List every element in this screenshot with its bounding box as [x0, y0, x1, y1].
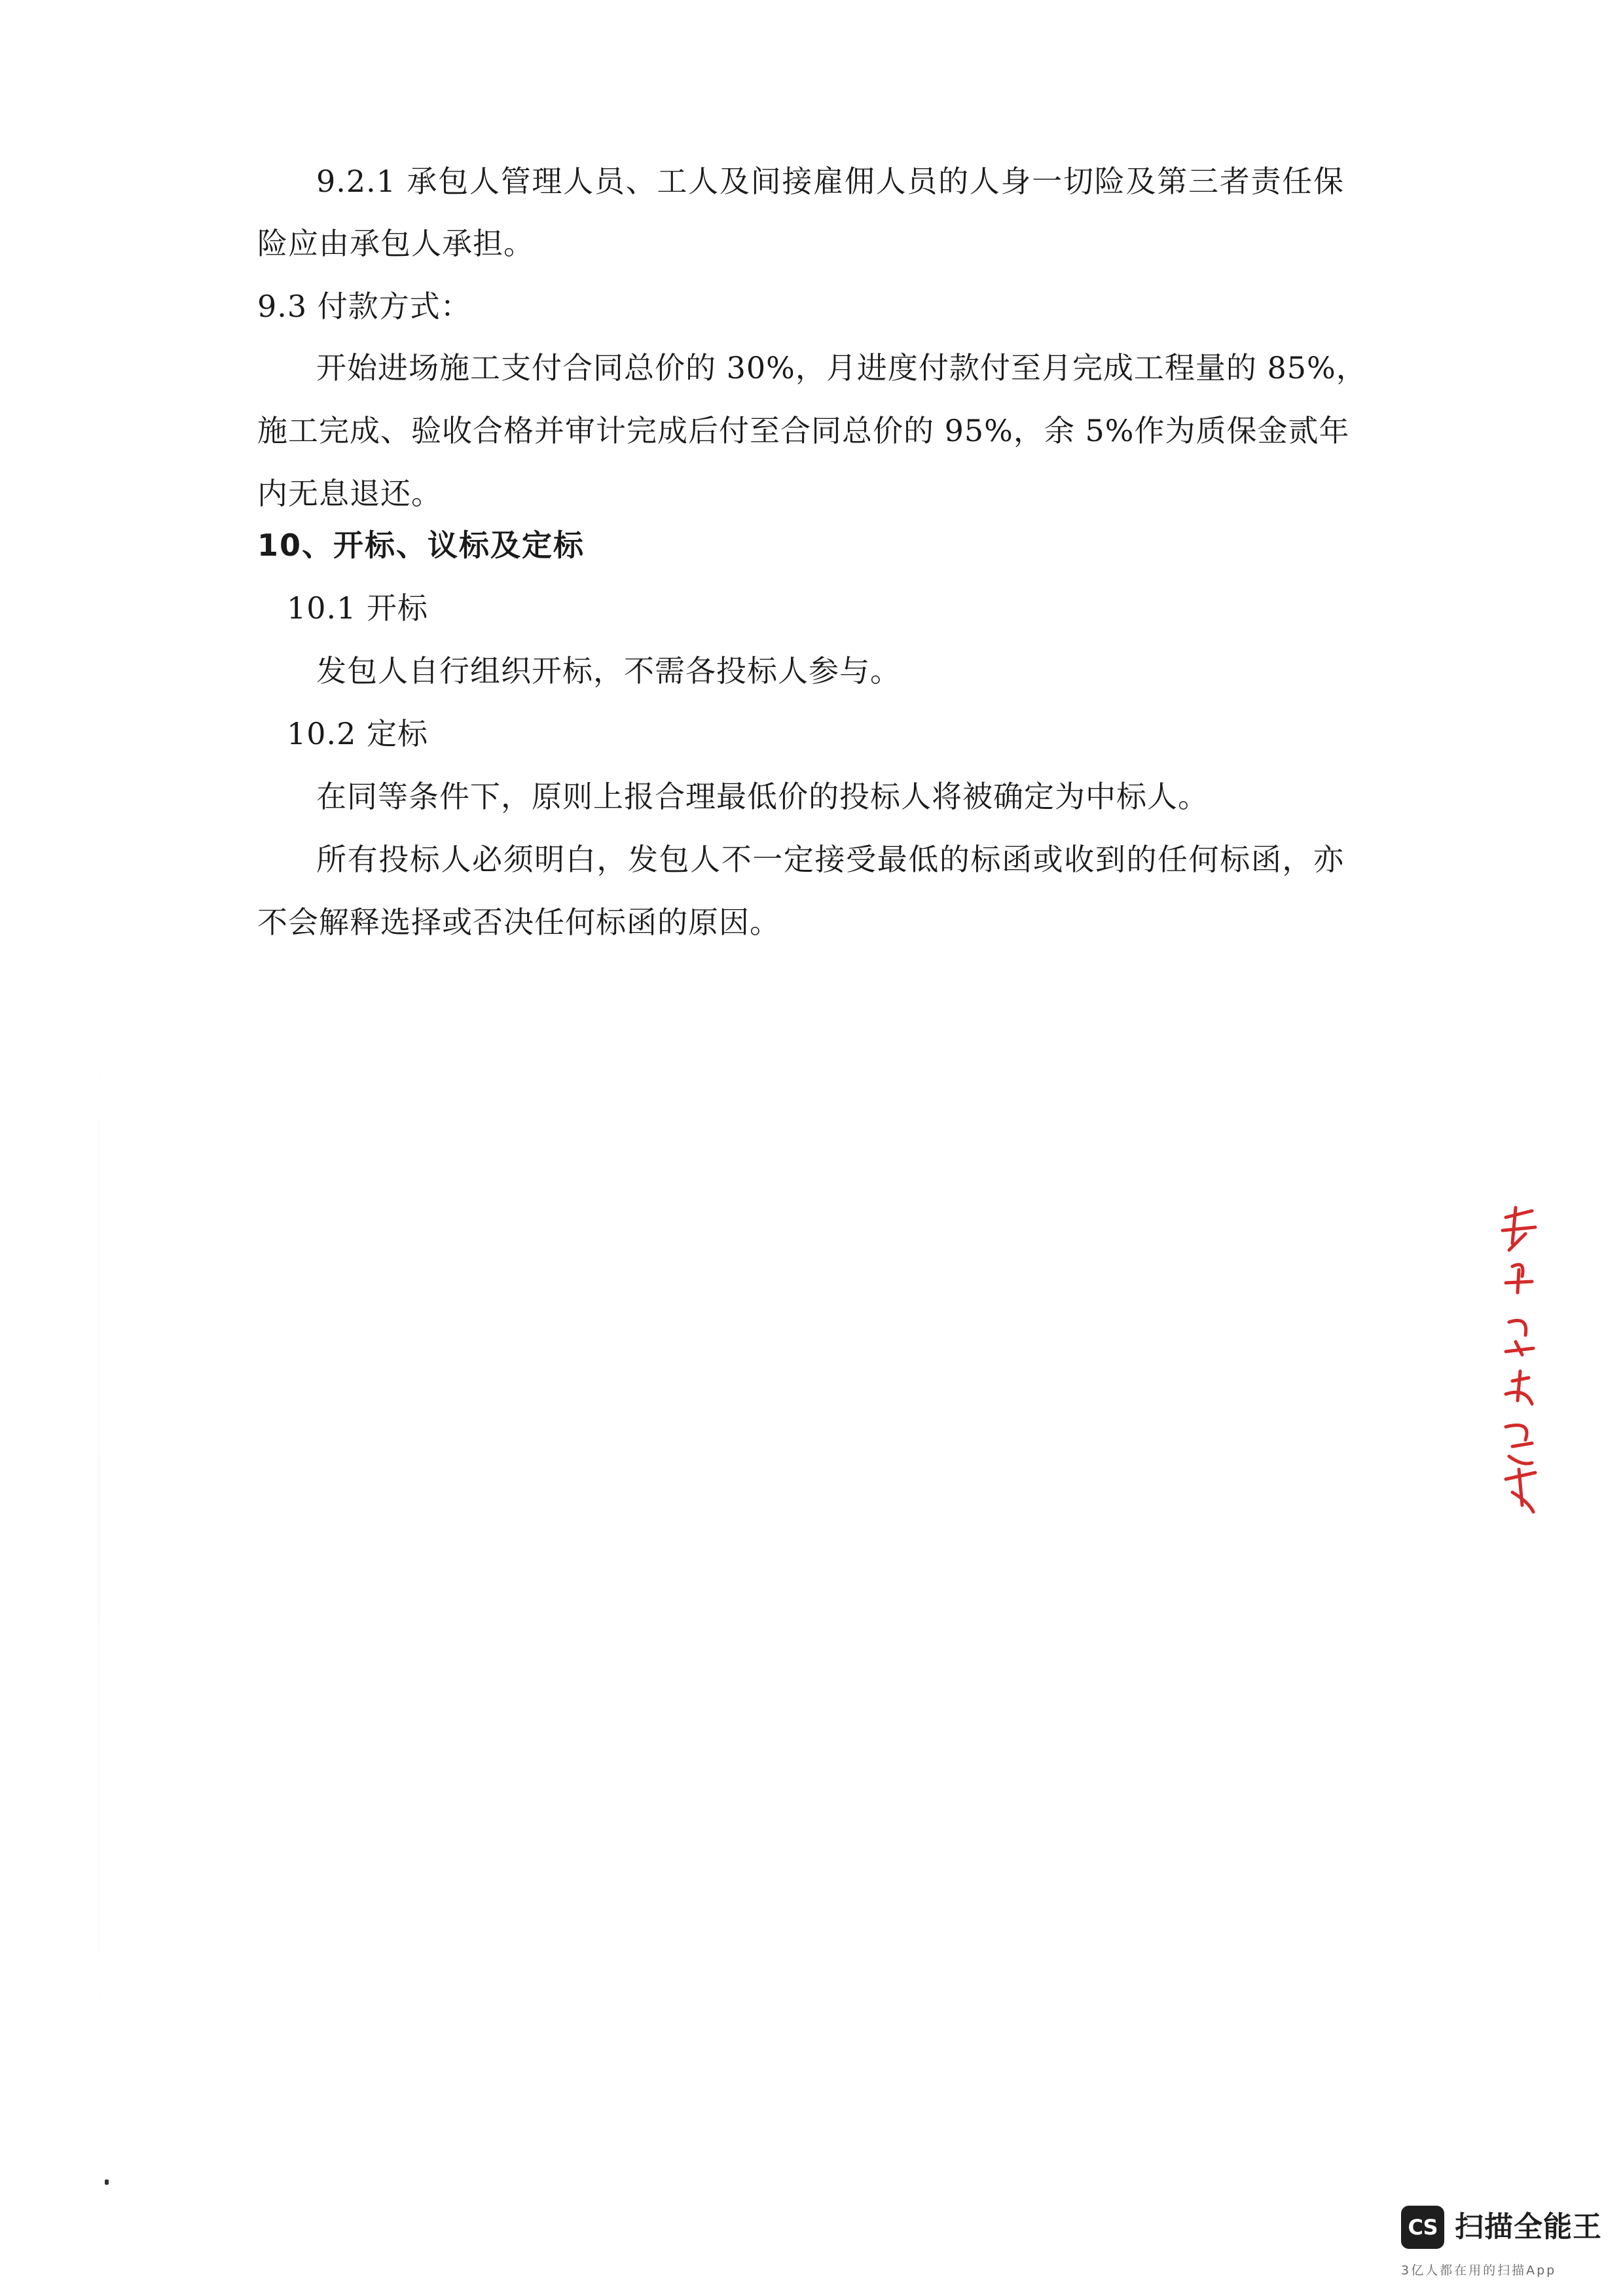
section-9-3-title: 9.3 付款方式：	[257, 289, 471, 324]
section-10-2-title: 10.2 定标	[287, 716, 429, 751]
scan-edge-shadow	[98, 982, 100, 2094]
section-10-2-body-2: 所有投标人必须明白，发包人不一定接受最低的标函或收到的任何标函，亦	[316, 842, 1344, 877]
section-10-heading: 10、开标、议标及定标	[257, 528, 585, 563]
watermark-subtitle: 3亿人都在用的扫描App	[1401, 2263, 1557, 2278]
watermark-title: 扫描全能王	[1455, 2210, 1602, 2244]
payment-line-3: 内无息退还。	[257, 476, 442, 511]
scan-speck	[105, 2179, 109, 2185]
handwritten-signature	[1486, 1204, 1552, 1518]
paragraph-9-2-1-line-2: 险应由承包人承担。	[257, 226, 534, 261]
camscanner-watermark	[1401, 2206, 1602, 2287]
paragraph-9-2-1-line-1: 9.2.1 承包人管理人员、工人及间接雇佣人员的人身一切险及第三者责任保	[316, 164, 1344, 199]
payment-line-2: 施工完成、验收合格并审计完成后付至合同总价的 95%，余 5%作为质保金贰年	[257, 413, 1350, 448]
section-10-1-title: 10.1 开标	[287, 590, 429, 626]
section-10-2-body-3: 不会解释选择或否决任何标函的原因。	[257, 905, 780, 940]
camscanner-logo: CS	[1401, 2206, 1444, 2249]
section-10-2-body-1: 在同等条件下，原则上报合理最低价的投标人将被确定为中标人。	[316, 779, 1209, 814]
payment-line-1: 开始进场施工支付合同总价的 30%，月进度付款付至月完成工程量的 85%，	[316, 350, 1367, 386]
section-10-1-body: 发包人自行组织开标，不需各投标人参与。	[316, 653, 901, 689]
